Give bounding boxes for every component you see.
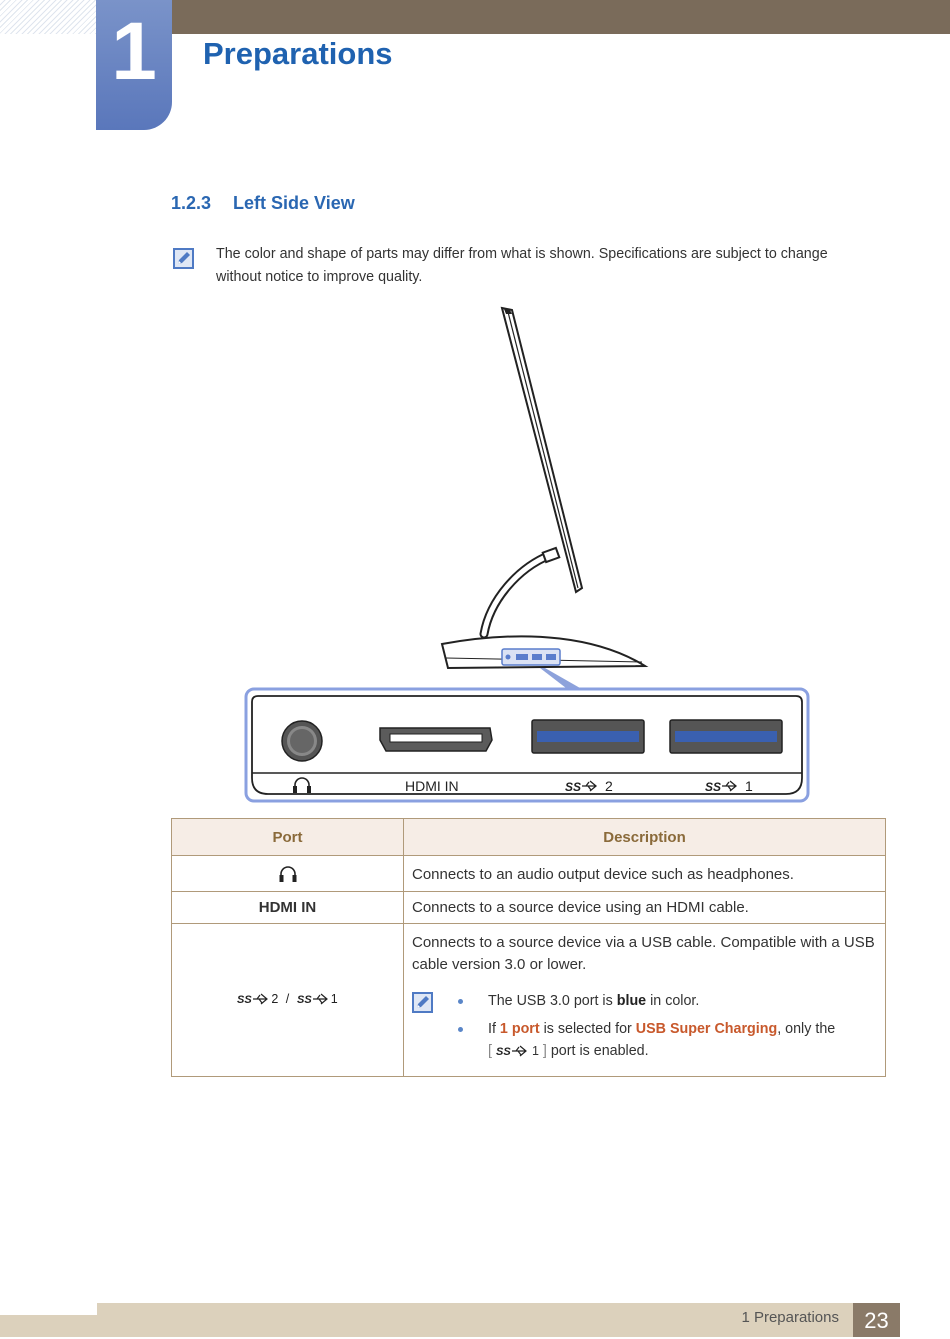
svg-text:SS: SS bbox=[705, 780, 722, 794]
usb-ss-icon bbox=[297, 993, 329, 1005]
usb-port-2-number: 2 bbox=[605, 778, 613, 794]
table-row bbox=[172, 924, 886, 1077]
page-number: 23 bbox=[853, 1303, 900, 1337]
note-text: The color and shape of parts may differ from what is shown. Specifications are subject to change without notice to improve quality. bbox=[216, 246, 828, 285]
footer-bar-left bbox=[0, 1315, 97, 1337]
usb-port-separator: / bbox=[285, 991, 290, 1006]
note-pencil-icon bbox=[173, 248, 194, 269]
list-item: If 1 port is selected for USB Super Charging, only the [ SS 1 ] port is enabled. bbox=[488, 1018, 877, 1062]
header-bar bbox=[172, 0, 950, 34]
usb-port-number-b: 1 bbox=[330, 991, 338, 1006]
description-cell: Connects to a source device using an HDMI cable. bbox=[404, 892, 886, 924]
description-cell: Connects to an audio output device such as headphones. bbox=[404, 856, 886, 892]
hdmi-in-label: HDMI IN bbox=[405, 778, 459, 794]
header-hatch bbox=[0, 0, 96, 34]
header-port: Port bbox=[172, 819, 404, 856]
footer-bar bbox=[97, 1303, 853, 1337]
usb-port-pair bbox=[237, 992, 337, 1006]
svg-text:SS: SS bbox=[237, 993, 252, 1005]
table-row bbox=[172, 892, 886, 924]
section-heading bbox=[171, 193, 355, 214]
description-cell-usb bbox=[404, 924, 886, 1077]
headphone-icon bbox=[278, 865, 298, 883]
usb-ss-icon bbox=[496, 1045, 528, 1057]
port-cell-headphone bbox=[172, 856, 404, 892]
footer-chapter-label: 1 Preparations bbox=[741, 1309, 839, 1326]
port-table bbox=[171, 818, 886, 1077]
table-row bbox=[172, 856, 886, 892]
monitor-left-side-illustration bbox=[240, 300, 820, 805]
chapter-number-tab bbox=[96, 0, 172, 130]
list-item: The USB 3.0 port is blue in color. bbox=[488, 990, 877, 1012]
usb-port-number-a: 2 bbox=[271, 991, 279, 1006]
usb-port-1-number: 1 bbox=[745, 778, 753, 794]
svg-text:SS: SS bbox=[495, 1046, 511, 1058]
usb-description: Connects to a source device via a USB cable. Compatible with a USB cable version 3.0 or lower. bbox=[412, 934, 875, 973]
usb-ss-icon bbox=[237, 993, 269, 1005]
svg-text:SS: SS bbox=[565, 780, 582, 794]
header-description: Description bbox=[404, 819, 886, 856]
port-cell-usb bbox=[172, 924, 404, 1077]
usb-notes-list bbox=[412, 990, 877, 1062]
section-number: 1.2.3 bbox=[171, 193, 212, 213]
table-header-row bbox=[172, 819, 886, 856]
section-title: Left Side View bbox=[233, 193, 355, 213]
chapter-title: Preparations bbox=[203, 36, 393, 71]
port-cell-hdmi: HDMI IN bbox=[172, 892, 404, 924]
svg-text:SS: SS bbox=[296, 993, 312, 1005]
chapter-number: 1 bbox=[111, 6, 157, 97]
